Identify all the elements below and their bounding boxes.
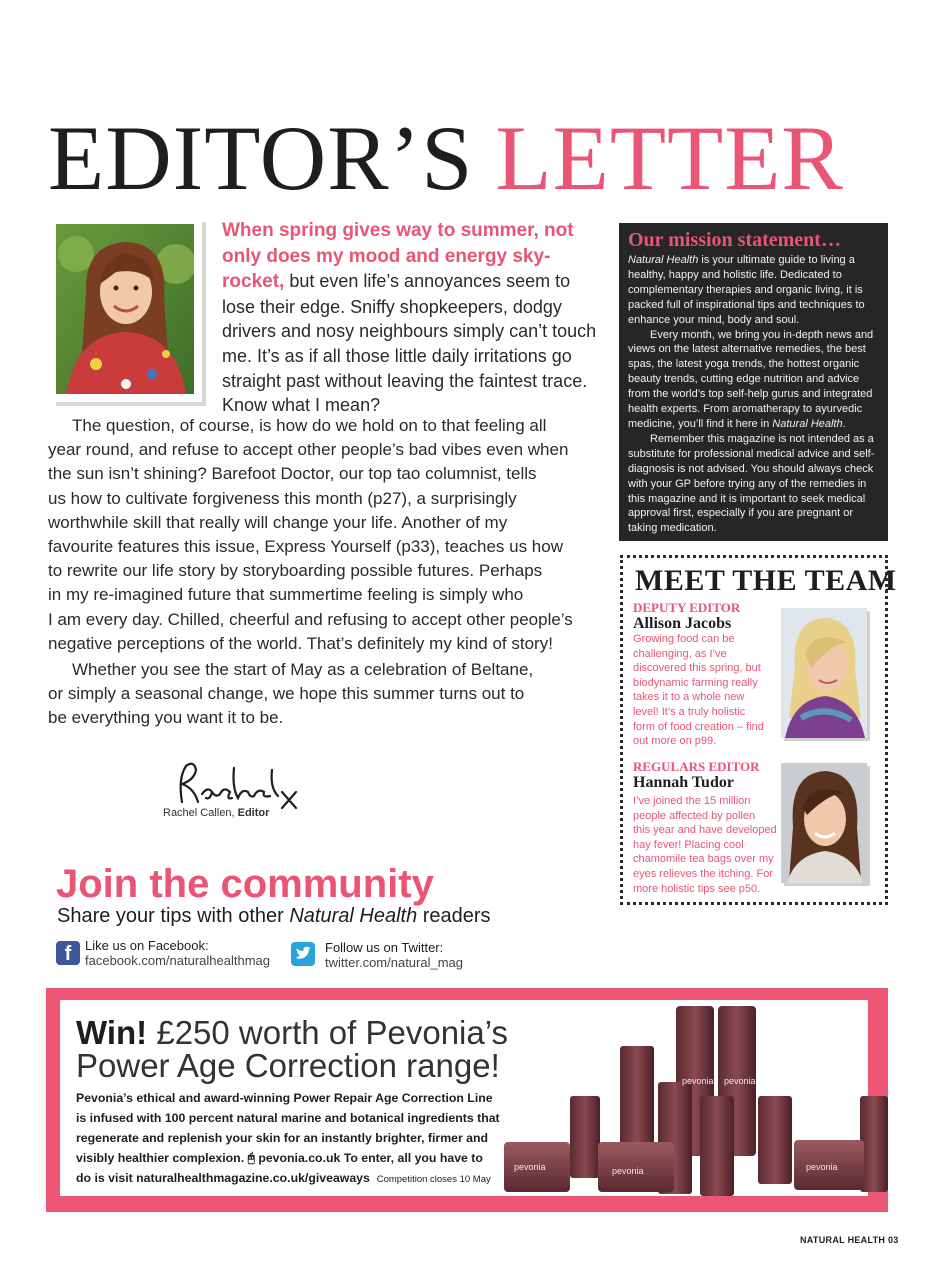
mission-italic-brand-2: Natural Health	[772, 417, 843, 430]
mission-paragraph-2	[628, 328, 880, 432]
bio-line: people affected by pollen	[633, 809, 756, 822]
brand-label: pevonia	[514, 1162, 546, 1172]
member-bio	[633, 794, 779, 896]
lead-highlight: When spring gives way to summer, not only does my mood and energy sky-rocket,	[222, 220, 574, 293]
editor-photo-frame	[52, 218, 202, 402]
letter-body	[48, 414, 596, 731]
mission-text-1: is your ultimate guide to living a healthy, happy and holistic life. Dedicated to complementary therapies and organic living, it is packed full of inspirational tips and techniques to enhance your mind, body and soul.	[628, 254, 865, 326]
letter-line: negative perceptions of the world. That’s definitely my kind of story!	[48, 633, 553, 653]
member-role: REGULARS EDITOR	[633, 759, 760, 774]
letter-paragraph-3	[48, 658, 596, 731]
editor-signature	[168, 758, 308, 814]
competition-line	[76, 1168, 506, 1190]
brand-label: pevonia	[724, 1076, 756, 1086]
member-name: Allison Jacobs	[633, 615, 732, 632]
letter-line: year round, and refuse to accept other people’s bad vibes even when	[48, 440, 569, 460]
bio-line: chamomile tea bags over my	[633, 853, 774, 866]
brand-label: pevonia	[806, 1162, 838, 1172]
headline-rest: £250 worth of Pevonia’s	[147, 1014, 508, 1051]
hannah-photo	[781, 763, 867, 883]
page-title	[48, 107, 844, 209]
facebook-label: Like us on Facebook:	[85, 938, 209, 953]
member-role: DEPUTY EDITOR	[633, 600, 741, 615]
bio-line: Growing food can be	[633, 633, 735, 645]
bio-line: level! It’s a truly holistic	[633, 705, 746, 718]
title-part-editors: EDITOR’S	[48, 107, 474, 209]
subtitle-brand: Natural Health	[289, 905, 418, 927]
page-footer: NATURAL HEALTH 03	[800, 1235, 899, 1245]
letter-line: the sun isn’t shining? Barefoot Doctor, our top tao columnist, tells	[48, 464, 537, 484]
bio-line: discovered this spring, but	[633, 662, 761, 675]
community-title: Join the community	[56, 862, 434, 906]
twitter-icon[interactable]	[291, 942, 315, 966]
letter-line: Whether you see the start of May as a celebration of Beltane,	[72, 660, 534, 680]
letter-line: or simply a seasonal change, we hope this summer turns out to	[48, 684, 525, 704]
letter-line: worthwhile skill that really will change your life. Another of my	[48, 512, 508, 532]
competition-body	[76, 1088, 506, 1190]
mission-statement-box	[619, 223, 888, 541]
competition-line-text: visibly healthier complexion.	[76, 1151, 248, 1165]
letter-line: to rewrite our life story by storyboarding possible futures. Perhaps	[48, 561, 543, 581]
competition-entry-url[interactable]: do is visit naturalhealthmagazine.co.uk/giveaways	[76, 1171, 370, 1185]
bio-line: biodynamic farming really	[633, 676, 758, 689]
bio-line: form of food creation – find	[633, 720, 764, 733]
mission-paragraph-3: Remember this magazine is not intended as a substitute for professional medical advice and self-diagnosis is not advised. You should always check with your GP before trying any of the remedies in this magazine and it is important to seek medical approval first, especially if you are pregnant or taking medication.	[628, 432, 875, 535]
twitter-label: Follow us on Twitter:	[325, 940, 444, 955]
letter-line: favourite features this issue, Express Yourself (p33), teaches us how	[48, 537, 563, 557]
letter-paragraph-2	[48, 414, 596, 656]
facebook-link[interactable]	[85, 938, 270, 968]
headline-line-2: Power Age Correction range!	[76, 1047, 500, 1084]
competition-line: Pevonia’s ethical and award-winning Power Repair Age Correction Line	[76, 1091, 493, 1105]
member-photo-frame	[781, 608, 867, 738]
competition-closing-date: Competition closes 10 May	[376, 1174, 491, 1185]
signature-name: Rachel Callen,	[163, 807, 235, 819]
title-part-letter: LETTER	[495, 107, 844, 209]
mission-italic-brand: Natural Health	[628, 254, 699, 266]
letter-line: The question, of course, is how do we hold on to that feeling all	[72, 416, 547, 435]
mission-paragraph-1	[628, 253, 880, 328]
letter-line: us how to cultivate forgiveness this month (p27), a surprisingly	[48, 488, 517, 508]
member-bio	[633, 632, 779, 749]
mission-text-2-end: .	[842, 417, 846, 430]
competition-line: regenerate and replenish your skin for an instantly brighter, firmer and	[76, 1131, 489, 1145]
bio-line: this year and have developed	[633, 824, 777, 837]
team-title: MEET THE TEAM	[635, 564, 897, 597]
win-label: Win!	[76, 1014, 148, 1051]
facebook-url[interactable]: facebook.com/naturalhealthmag	[85, 953, 271, 968]
community-subtitle	[57, 905, 491, 928]
member-name: Hannah Tudor	[633, 774, 734, 791]
competition-headline	[76, 1016, 508, 1082]
meet-the-team-box	[620, 555, 897, 905]
bio-line: I’ve joined the 15 million	[633, 795, 751, 807]
mission-text-2: Every month, we bring you in-depth news and views on the latest alternative remedies, the best spas, the latest yoga trends, the hottest organic beauty trends, cutting edge nutrition and advice from the world’s top self-help gurus and integrated health experts. From aromatherapy to ayurvedic medicine, you’ll find it here in	[628, 328, 874, 430]
competition-line	[76, 1148, 506, 1168]
member-photo-frame	[781, 763, 867, 883]
letter-line: I am every day. Chilled, cheerful and refusing to accept other people’s	[48, 609, 573, 629]
competition-web-text[interactable]: pevonia.co.uk To enter, all you have to	[258, 1151, 483, 1165]
twitter-bird-icon	[291, 942, 315, 966]
letter-line: in my re-imagined future that summertime feeling is simply who	[48, 585, 524, 605]
bio-line: eyes relieves the itching. For	[633, 867, 774, 880]
editor-photo	[56, 224, 194, 394]
signature-caption	[163, 807, 269, 819]
bio-line: hay fever! Placing cool	[633, 838, 744, 851]
bio-line: out more on p99.	[633, 735, 717, 748]
pevonia-products-image	[500, 1004, 888, 1204]
letter-lead-paragraph	[222, 218, 598, 418]
brand-label: pevonia	[682, 1076, 714, 1086]
facebook-icon[interactable]: f	[56, 941, 80, 965]
signature-role: Editor	[237, 807, 270, 819]
competition-line: is infused with 100 percent natural marine and botanical ingredients that	[76, 1111, 500, 1125]
mouse-pointer-icon: 🖰	[247, 1151, 259, 1165]
brand-label: pevonia	[612, 1166, 644, 1176]
lead-text: but even life’s annoyances seem to lose their edge. Sniffy shopkeepers, dodgy drivers and nosy neighbours simply can’t touch me. It’s as if all those little daily irritations go straight past without leaving the faintest trace. Know what I mean?	[222, 271, 597, 416]
bio-line: takes it to a whole new	[633, 691, 745, 704]
bio-line: challenging, as I’ve	[633, 647, 727, 660]
bio-line: more holistic tips see p50.	[633, 882, 761, 895]
subtitle-pre: Share your tips with other	[57, 905, 290, 927]
mission-title: Our mission statement…	[628, 229, 841, 251]
subtitle-post: readers	[417, 905, 491, 927]
letter-line: be everything you want it to be.	[48, 708, 284, 728]
twitter-link[interactable]	[325, 940, 463, 970]
twitter-url[interactable]: twitter.com/natural_mag	[325, 955, 464, 970]
allison-photo	[781, 608, 867, 738]
